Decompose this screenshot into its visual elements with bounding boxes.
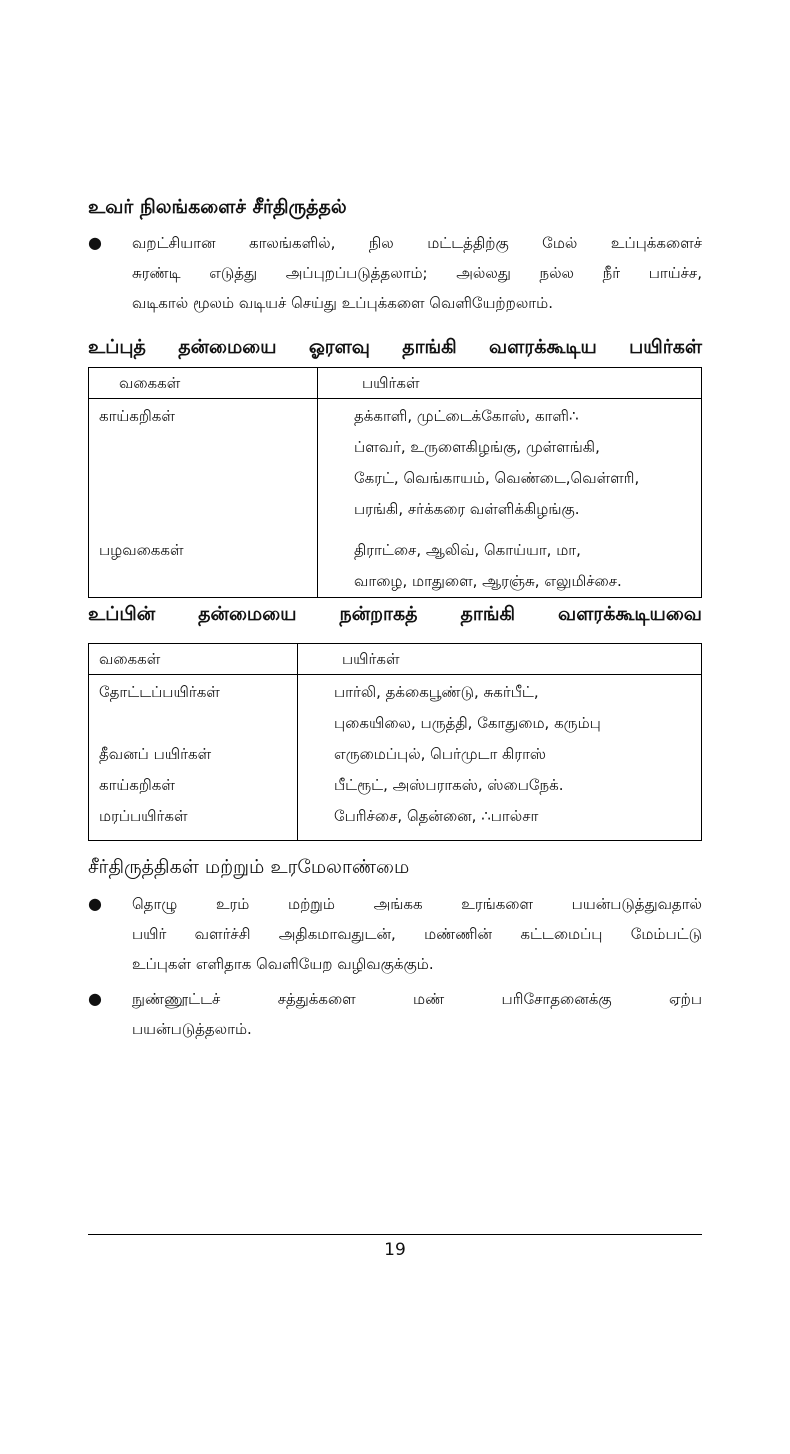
bullet-text [132,889,702,979]
table-row [89,535,702,598]
bullet-line: தொழு உரம் மற்றும் அங்கக உரங்களை பயன்படுத்துவதால் [132,895,702,913]
column-header-crops: பயிர்கள் [298,644,702,675]
category-cell [89,801,298,841]
column-header-types: வகைகள் [89,368,318,399]
table2-heading: உப்பின் தன்மையை நன்றாகத் தாங்கி வளரக்கூடியவை [88,603,702,625]
bullet-line: வறட்சியான காலங்களில், நில மட்டத்திற்கு மேல் உப்புக்களைச் [132,234,702,252]
crop-line: தக்காளி, முட்டைக்கோஸ், காளி∴ [354,407,579,425]
bullet-text [132,228,702,318]
crops-cell [298,675,702,740]
crop-line: வாழை, மாதுளை, ஆரஞ்சு, எலுமிச்சை. [354,572,622,590]
bullet-line: பயன்படுத்தலாம். [132,1020,252,1038]
section-heading-saline-reclamation: உவர் நிலங்களைச் சீர்திருத்தல் [88,196,347,218]
category-label: காய்கறிகள் [99,776,175,794]
crops-cell [298,770,702,801]
table-row [89,675,702,740]
crop-line: எருமைப்புல், பெர்முடா கிராஸ் [334,745,547,763]
bullet-line: பயிர் வளர்ச்சி அதிகமாவதுடன், மண்ணின் கட்டமைப்பு மேம்பட்டு [132,925,702,943]
category-label: மரப்பயிர்கள் [99,807,188,825]
crop-line: புகையிலை, பருத்தி, கோதுமை, கரும்பு [334,714,601,732]
bullet-saline-removal [88,228,702,318]
crop-line: கேரட், வெங்காயம், வெண்டை,வெள்ளரி, [354,469,640,487]
table-row [89,801,702,841]
table1-heading: உப்புத் தன்மையை ஓரளவு தாங்கி வளரக்கூடிய பயிர்கள் [88,336,702,358]
crop-line: ப்ளவர், உருளைகிழங்கு, முள்ளங்கி, [354,438,600,456]
category-cell [89,399,318,536]
crops-cell [298,801,702,841]
column-header-crops: பயிர்கள் [318,368,702,399]
page-number: 19 [384,1240,406,1260]
bullet-line: சுரண்டி எடுத்து அப்புறப்படுத்தலாம்; அல்லது நல்ல நீர் பாய்ச்ச, [132,264,702,282]
category-label: தோட்டப்பயிர்கள் [99,683,220,701]
crop-line: பீட்ரூட், அஸ்பராகஸ், ஸ்பைநேக். [334,776,564,794]
bullet-dot: ● [88,894,102,913]
crop-line: பரங்கி, சர்க்கரை வள்ளிக்கிழங்கு. [354,500,580,518]
bullet-line: உப்புகள் எளிதாக வெளியேற வழிவகுக்கும். [132,955,434,973]
table-header-row [89,368,702,399]
bullet-dot: ● [88,233,102,252]
footer-divider [88,1234,702,1235]
table-row [89,739,702,770]
crop-line: திராட்சை, ஆலிவ், கொய்யா, மா, [354,541,581,559]
crop-line: பார்லி, தக்கைபூண்டு, சுகர்பீட், [334,683,539,701]
bullet-text [132,984,702,1044]
category-cell [89,770,298,801]
category-label: பழவகைகள் [99,541,184,559]
section-heading-amendments: சீர்திருத்திகள் மற்றும் உரமேலாண்மை [88,856,410,878]
bullet-line: நுண்ணூட்டச் சத்துக்களை மண் பரிசோதனைக்கு ஏற்ப [132,990,702,1008]
category-cell [89,739,298,770]
table-header-row [89,644,702,675]
crops-cell [318,399,702,536]
crops-cell [318,535,702,598]
bullet-dot: ● [88,989,102,1008]
bullet-micronutrients [88,984,702,1044]
bullet-line: வடிகால் மூலம் வடியச் செய்து உப்புக்களை வெளியேற்றலாம். [132,294,553,312]
table-highly-salt-tolerant-crops [88,643,702,841]
category-cell [89,535,318,598]
column-header-types: வகைகள் [89,644,298,675]
category-label: தீவனப் பயிர்கள் [99,745,212,763]
category-cell [89,675,298,740]
table-row [89,770,702,801]
category-label: காய்கறிகள் [99,407,175,425]
crops-cell [298,739,702,770]
table-moderate-salt-tolerant-crops [88,367,702,598]
crop-line: பேரிச்சை, தென்னை, ∴பால்சா [334,807,539,825]
table-row [89,399,702,536]
bullet-organic-manure [88,889,702,979]
